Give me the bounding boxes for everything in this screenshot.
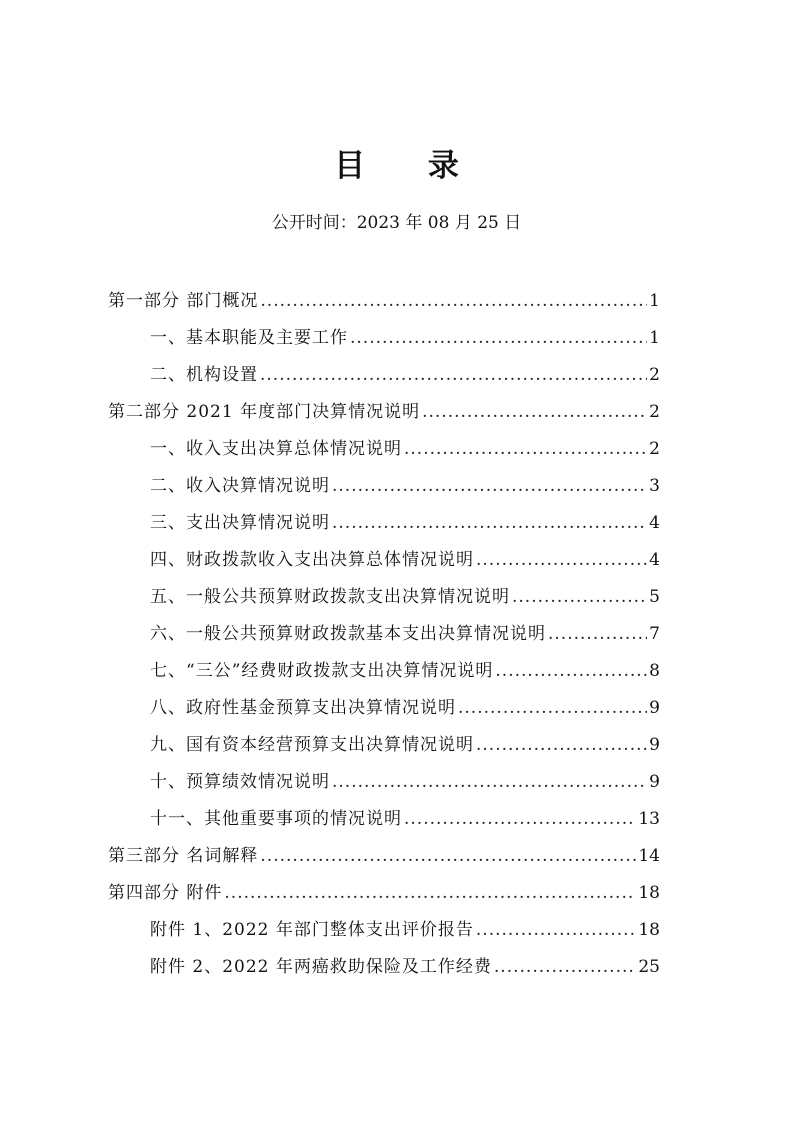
toc-entry-label: 附件 1、2022 年部门整体支出评价报告 — [150, 920, 474, 940]
toc-entry-page-number: 14 — [638, 846, 660, 866]
publish-date: 公开时间：2023 年 08 月 25 日 — [271, 213, 522, 233]
toc-entry-label: 四、财政拨款收入支出决算总体情况说明 — [150, 550, 474, 570]
toc-entry[interactable] — [108, 431, 660, 468]
toc-entry[interactable] — [108, 542, 660, 579]
toc-entry-label: 三、支出决算情况说明 — [150, 513, 330, 533]
toc-entry[interactable] — [108, 357, 660, 394]
toc-entry-page-number: 4 — [649, 513, 660, 533]
toc-entry-page-number: 1 — [649, 291, 660, 311]
toc-entry-page-number: 18 — [638, 920, 660, 940]
toc-entry-label: 十、预算绩效情况说明 — [150, 772, 330, 792]
table-of-contents — [108, 283, 660, 986]
toc-entry-page-number: 18 — [638, 883, 660, 903]
toc-entry-page-number: 9 — [649, 698, 660, 718]
toc-dot-leader — [224, 875, 636, 912]
toc-dot-leader — [350, 320, 647, 357]
toc-entry[interactable] — [108, 283, 660, 320]
toc-entry[interactable] — [108, 505, 660, 542]
toc-entry-page-number: 25 — [638, 957, 660, 977]
toc-dot-leader — [332, 468, 647, 505]
toc-entry-page-number: 3 — [649, 476, 660, 496]
toc-entry-label: 八、政府性基金预算支出决算情况说明 — [150, 698, 456, 718]
toc-dot-leader — [458, 690, 647, 727]
toc-entry-page-number: 8 — [649, 661, 660, 681]
toc-dot-leader — [260, 838, 636, 875]
toc-entry[interactable] — [108, 616, 660, 653]
toc-entry-label: 六、一般公共预算财政拨款基本支出决算情况说明 — [150, 624, 546, 644]
page-title: 目 录 — [334, 148, 485, 184]
toc-entry[interactable] — [108, 875, 660, 912]
toc-dot-leader — [495, 653, 647, 690]
toc-entry-label: 第三部分 名词解释 — [108, 846, 259, 866]
toc-entry[interactable] — [108, 949, 660, 986]
toc-entry[interactable] — [108, 468, 660, 505]
toc-entry-label: 一、收入支出决算总体情况说明 — [150, 439, 402, 459]
toc-entry[interactable] — [108, 727, 660, 764]
toc-entry-page-number: 7 — [649, 624, 660, 644]
toc-dot-leader — [548, 616, 647, 653]
toc-entry[interactable] — [108, 912, 660, 949]
toc-dot-leader — [404, 801, 636, 838]
toc-entry-label: 附件 2、2022 年两癌救助保险及工作经费 — [150, 957, 492, 977]
toc-entry-label: 五、一般公共预算财政拨款支出决算情况说明 — [150, 587, 510, 607]
toc-entry-page-number: 13 — [638, 809, 660, 829]
toc-entry-label: 第二部分 2021 年度部门决算情况说明 — [108, 402, 421, 422]
toc-entry-page-number: 4 — [649, 550, 660, 570]
toc-entry-page-number: 9 — [649, 735, 660, 755]
toc-entry-label: 二、机构设置 — [150, 365, 258, 385]
toc-entry-page-number: 5 — [649, 587, 660, 607]
toc-entry[interactable] — [108, 653, 660, 690]
toc-entry-label: 九、国有资本经营预算支出决算情况说明 — [150, 735, 474, 755]
toc-entry-label: 第四部分 附件 — [108, 883, 223, 903]
toc-entry[interactable] — [108, 690, 660, 727]
toc-entry[interactable] — [108, 394, 660, 431]
toc-entry-label: 十一、其他重要事项的情况说明 — [150, 809, 402, 829]
toc-dot-leader — [332, 764, 647, 801]
toc-dot-leader — [476, 727, 647, 764]
toc-dot-leader — [260, 357, 647, 394]
toc-entry[interactable] — [108, 838, 660, 875]
toc-entry[interactable] — [108, 801, 660, 838]
toc-entry-label: 第一部分 部门概况 — [108, 291, 259, 311]
toc-entry[interactable] — [108, 320, 660, 357]
toc-dot-leader — [476, 542, 647, 579]
toc-entry-page-number: 2 — [649, 439, 660, 459]
toc-dot-leader — [422, 394, 647, 431]
toc-entry-page-number: 1 — [649, 328, 660, 348]
toc-entry-label: 七、“三公”经费财政拨款支出决算情况说明 — [150, 661, 494, 681]
toc-dot-leader — [260, 283, 647, 320]
toc-dot-leader — [512, 579, 647, 616]
toc-entry-page-number: 2 — [649, 402, 660, 422]
toc-dot-leader — [494, 949, 636, 986]
toc-entry-page-number: 2 — [649, 365, 660, 385]
toc-dot-leader — [404, 431, 647, 468]
toc-entry-page-number: 9 — [649, 772, 660, 792]
toc-entry[interactable] — [108, 579, 660, 616]
toc-entry[interactable] — [108, 764, 660, 801]
toc-dot-leader — [332, 505, 647, 542]
toc-dot-leader — [476, 912, 636, 949]
toc-entry-label: 一、基本职能及主要工作 — [150, 328, 348, 348]
toc-entry-label: 二、收入决算情况说明 — [150, 476, 330, 496]
